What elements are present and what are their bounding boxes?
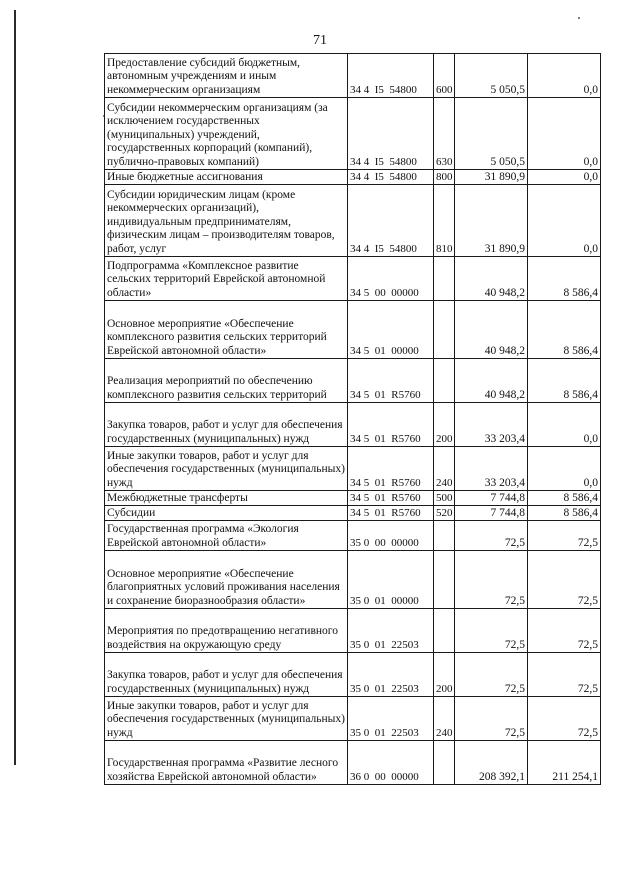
page-number: 71 — [313, 33, 327, 48]
row-code: 34 4 I5 54800 — [348, 54, 434, 98]
row-value-2: 0,0 — [528, 447, 601, 491]
table-row — [105, 653, 601, 697]
row-value-2: 8 586,4 — [528, 491, 601, 506]
table-row — [105, 447, 601, 491]
row-value-2: 211 254,1 — [528, 741, 601, 785]
row-code: 34 4 I5 54800 — [348, 170, 434, 185]
row-code: 34 5 00 00000 — [348, 257, 434, 301]
table-row — [105, 741, 601, 785]
row-value-1: 31 890,9 — [455, 170, 528, 185]
row-value-1: 33 203,4 — [455, 403, 528, 447]
row-value-1: 40 948,2 — [455, 359, 528, 403]
row-name: Государственная программа «Развитие лесного хозяйства Еврейской автономной области» — [105, 741, 348, 785]
row-vr — [434, 257, 455, 301]
row-value-2: 0,0 — [528, 403, 601, 447]
row-code: 34 5 01 R5760 — [348, 359, 434, 403]
table-row — [105, 551, 601, 609]
row-vr: 500 — [434, 491, 455, 506]
row-vr: 240 — [434, 697, 455, 741]
row-value-2: 8 586,4 — [528, 359, 601, 403]
table-row — [105, 98, 601, 170]
row-vr: 520 — [434, 506, 455, 521]
margin-line — [14, 10, 16, 765]
row-value-1: 33 203,4 — [455, 447, 528, 491]
table-row — [105, 521, 601, 551]
table-row — [105, 491, 601, 506]
row-vr: 240 — [434, 447, 455, 491]
row-value-2: 8 586,4 — [528, 257, 601, 301]
row-vr: 600 — [434, 54, 455, 98]
row-name: Государственная программа «Экология Еврейской автономной области» — [105, 521, 348, 551]
table-row — [105, 257, 601, 301]
row-value-1: 40 948,2 — [455, 257, 528, 301]
row-value-1: 72,5 — [455, 551, 528, 609]
row-name: Межбюджетные трансферты — [105, 491, 348, 506]
row-value-1: 5 050,5 — [455, 54, 528, 98]
row-code: 34 4 I5 54800 — [348, 185, 434, 257]
row-value-1: 72,5 — [455, 697, 528, 741]
row-code: 36 0 00 00000 — [348, 741, 434, 785]
row-code: 34 5 01 00000 — [348, 301, 434, 359]
row-value-1: 72,5 — [455, 653, 528, 697]
row-name: Основное мероприятие «Обеспечение комплексного развития сельских территорий Еврейской автономной области» — [105, 301, 348, 359]
row-code: 34 5 01 R5760 — [348, 447, 434, 491]
row-vr: 200 — [434, 653, 455, 697]
row-value-2: 0,0 — [528, 98, 601, 170]
table-row — [105, 185, 601, 257]
row-vr — [434, 301, 455, 359]
row-value-2: 0,0 — [528, 54, 601, 98]
row-value-2: 0,0 — [528, 170, 601, 185]
table-row — [105, 506, 601, 521]
row-code: 35 0 00 00000 — [348, 521, 434, 551]
row-value-1: 40 948,2 — [455, 301, 528, 359]
row-value-2: 72,5 — [528, 609, 601, 653]
row-vr — [434, 609, 455, 653]
row-name: Закупка товаров, работ и услуг для обеспечения государственных (муниципальных) нужд — [105, 653, 348, 697]
table-row — [105, 54, 601, 98]
row-code: 34 4 I5 54800 — [348, 98, 434, 170]
row-value-1: 7 744,8 — [455, 506, 528, 521]
row-code: 35 0 01 22503 — [348, 609, 434, 653]
row-vr — [434, 741, 455, 785]
row-name: Закупка товаров, работ и услуг для обеспечения государственных (муниципальных) нужд — [105, 403, 348, 447]
row-vr — [434, 359, 455, 403]
row-name: Подпрограмма «Комплексное развитие сельских территорий Еврейской автономной области» — [105, 257, 348, 301]
row-value-2: 8 586,4 — [528, 506, 601, 521]
table-row — [105, 359, 601, 403]
row-name: Субсидии некоммерческим организациям (за исключением государственных (муниципальных) учреждений, государственных корпораций (компаний), публично-правовых компаний) — [105, 98, 348, 170]
row-value-1: 72,5 — [455, 521, 528, 551]
row-vr — [434, 551, 455, 609]
table-body — [105, 54, 601, 785]
table-row — [105, 697, 601, 741]
row-value-2: 72,5 — [528, 521, 601, 551]
row-name: Основное мероприятие «Обеспечение благоприятных условий проживания населения и сохранение биоразнообразия области» — [105, 551, 348, 609]
row-name: Предоставление субсидий бюджетным, автономным учреждениям и иным некоммерческим организациям — [105, 54, 348, 98]
row-value-1: 72,5 — [455, 609, 528, 653]
table-row — [105, 170, 601, 185]
table-row — [105, 301, 601, 359]
row-vr: 810 — [434, 185, 455, 257]
row-value-2: 72,5 — [528, 551, 601, 609]
row-name: Мероприятия по предотвращению негативного воздействия на окружающую среду — [105, 609, 348, 653]
row-vr: 630 — [434, 98, 455, 170]
row-value-2: 72,5 — [528, 653, 601, 697]
row-value-1: 208 392,1 — [455, 741, 528, 785]
table-row — [105, 403, 601, 447]
table-row — [105, 609, 601, 653]
row-code: 35 0 01 00000 — [348, 551, 434, 609]
row-code: 35 0 01 22503 — [348, 697, 434, 741]
row-vr: 800 — [434, 170, 455, 185]
scan-speck — [578, 17, 580, 19]
row-name: Субсидии юридическим лицам (кроме некоммерческих организаций), индивидуальным предпринимателям, физическим лицам – производителям товаров, работ, услуг — [105, 185, 348, 257]
row-code: 34 5 01 R5760 — [348, 506, 434, 521]
row-code: 35 0 01 22503 — [348, 653, 434, 697]
row-value-1: 7 744,8 — [455, 491, 528, 506]
row-code: 34 5 01 R5760 — [348, 403, 434, 447]
row-name: Иные закупки товаров, работ и услуг для обеспечения государственных (муниципальных) нужд — [105, 697, 348, 741]
row-vr — [434, 521, 455, 551]
row-value-2: 0,0 — [528, 185, 601, 257]
budget-table — [104, 53, 601, 785]
row-value-2: 72,5 — [528, 697, 601, 741]
row-code: 34 5 01 R5760 — [348, 491, 434, 506]
row-name: Иные бюджетные ассигнования — [105, 170, 348, 185]
row-vr: 200 — [434, 403, 455, 447]
row-value-2: 8 586,4 — [528, 301, 601, 359]
row-value-1: 5 050,5 — [455, 98, 528, 170]
row-value-1: 31 890,9 — [455, 185, 528, 257]
row-name: Субсидии — [105, 506, 348, 521]
row-name: Реализация мероприятий по обеспечению комплексного развития сельских территорий — [105, 359, 348, 403]
row-name: Иные закупки товаров, работ и услуг для обеспечения государственных (муниципальных) нужд — [105, 447, 348, 491]
